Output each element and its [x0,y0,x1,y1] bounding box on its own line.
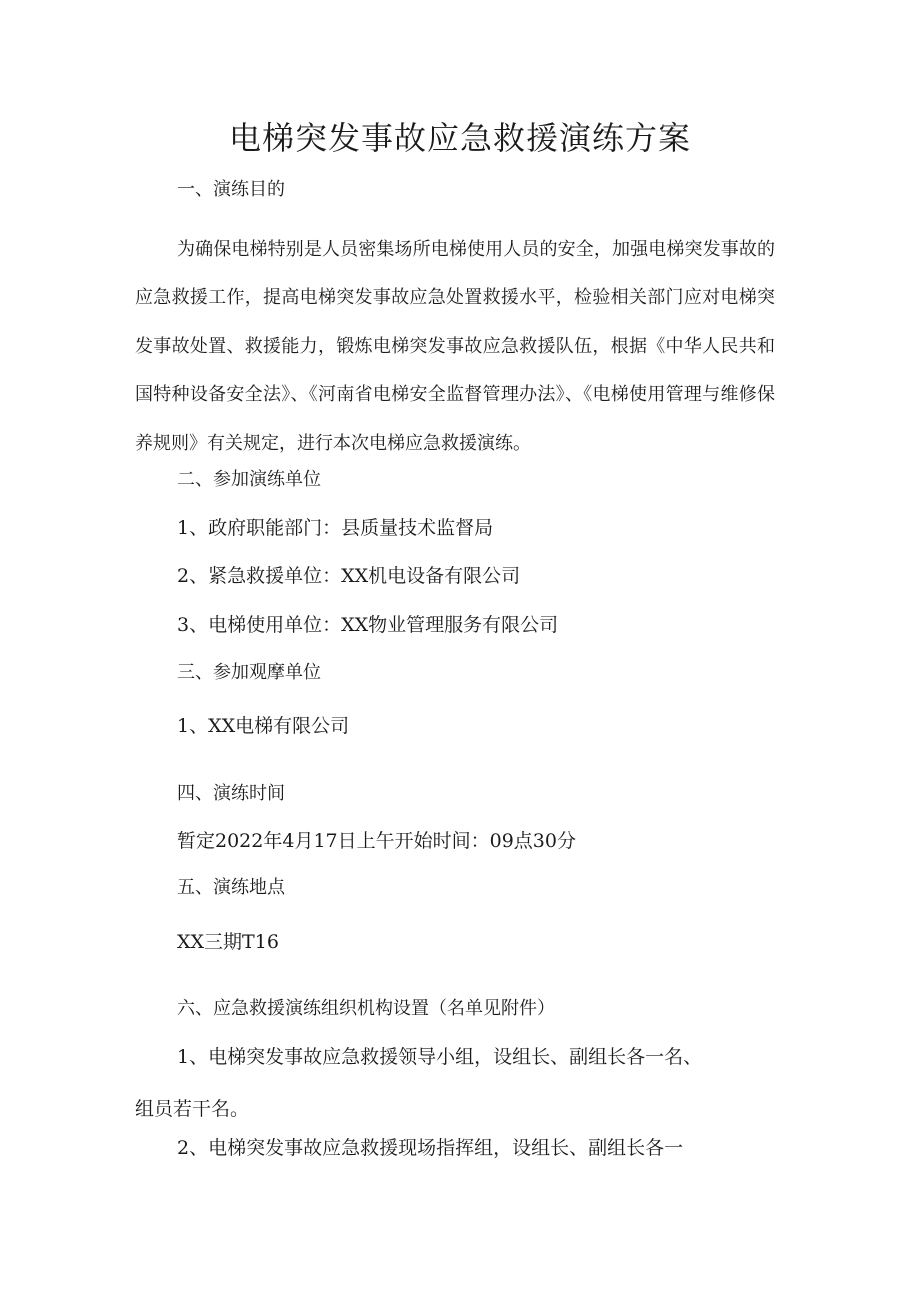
section-heading-time: 四、演练时间 [177,783,285,804]
participant-item-3: 3、电梯使用单位：XX物业管理服务有限公司 [177,614,559,636]
participant-item-2: 2、紧急救援单位：XX机电设备有限公司 [177,565,521,587]
organization-item-1-line-1: 1、电梯突发事故应急救援领导小组，设组长、副组长各一名、 [177,1046,703,1068]
observer-item-1: 1、XX电梯有限公司 [177,715,350,737]
section-heading-purpose: 一、演练目的 [177,179,285,200]
participant-item-1: 1、政府职能部门：县质量技术监督局 [177,517,494,539]
section-heading-organization: 六、应急救援演练组织机构设置（名单见附件） [177,998,555,1019]
section-heading-observers: 三、参加观摩单位 [177,662,321,683]
section-body-location: XX三期T16 [177,931,279,953]
organization-item-2-line-1: 2、电梯突发事故应急救援现场指挥组，设组长、副组长各一 [177,1137,684,1159]
section-body-time: 暂定2022年4月17日上午开始时间：09点30分 [177,830,576,852]
organization-item-1-line-2: 组员若干名。 [135,1098,250,1120]
document-title: 电梯突发事故应急救援演练方案 [228,119,691,157]
section-heading-participants: 二、参加演练单位 [177,469,321,490]
section-heading-location: 五、演练地点 [177,877,285,898]
section-body-purpose: 为确保电梯特别是人员密集场所电梯使用人员的安全，加强电梯突发事故的应急救援工作，提高电梯突发事故应急处置救援水平，检验相关部门应对电梯突发事故处置、救援能力，锻炼电梯突发事故应急救援队伍，根据《中华人民共和国特种设备安全法》、《河南省电梯安全监督管理办法》、《电梯使用管理与维修保养规则》有关规定，进行本次电梯应急救援演练。 [135,239,775,454]
